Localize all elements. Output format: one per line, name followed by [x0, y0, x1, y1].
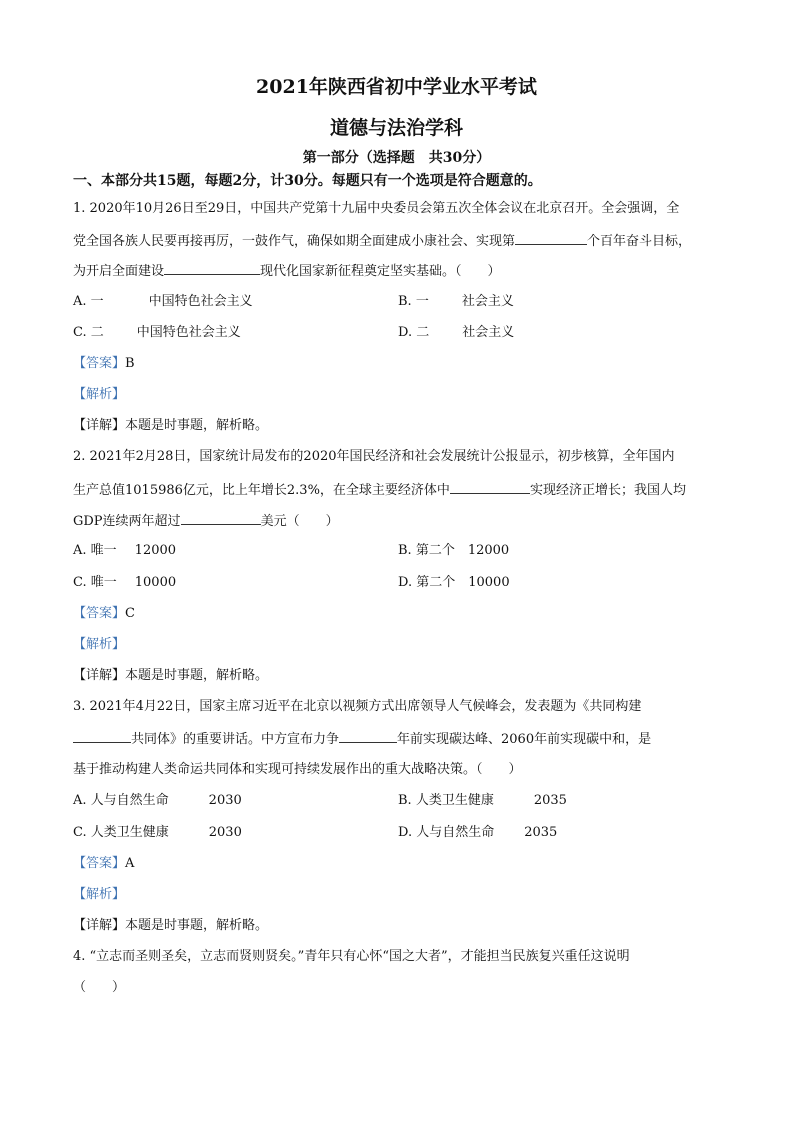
blank	[181, 511, 261, 525]
q3-line2: 共同体》的重要讲话。中方宣布力争 年前实现碳达峰、2060年前实现碳中和，是	[73, 729, 651, 749]
q1-analysis-label: 【解析】	[73, 387, 126, 402]
q3-option-c: C. 人类卫生健康 2030	[73, 825, 242, 840]
section-instructions: 一、本部分共15题，每题2分，计30分。每题只有一个选项是符合题意的。	[73, 173, 542, 189]
exam-subtitle: 道德与法治学科	[329, 117, 463, 139]
q1-text: 现代化国家新征程奠定坚实基础。（ ）	[260, 264, 501, 279]
q1-text: 个百年奋斗目标，	[587, 234, 692, 249]
q2-analysis-label: 【解析】	[73, 637, 126, 652]
blank	[73, 729, 131, 743]
exam-title: 2021年陕西省初中学业水平考试	[256, 76, 537, 98]
q1-option-a: A. 一 中国特色社会主义	[73, 294, 253, 309]
q2-option-c: C. 唯一 10000	[73, 575, 177, 590]
q1-option-b: B. 一 社会主义	[398, 294, 514, 309]
blank	[164, 261, 260, 275]
q3-analysis-label: 【解析】	[73, 887, 126, 902]
q1-detail: 【详解】本题是时事题，解析略。	[73, 418, 269, 433]
q3-option-d: D. 人与自然生命 2035	[398, 825, 558, 840]
q3-detail: 【详解】本题是时事题，解析略。	[73, 918, 269, 933]
q2-option-a: A. 唯一 12000	[73, 543, 177, 558]
q3-option-a: A. 人与自然生命 2030	[73, 793, 242, 808]
q2-line3: GDP连续两年超过 美元（ ）	[73, 511, 339, 531]
q4-line1: 4. “立志而圣则圣矣，立志而贤则贤矣。”青年只有心怀“国之大者”，才能担当民族复兴重任这说明	[73, 949, 630, 964]
q2-option-b: B. 第二个 12000	[398, 543, 510, 558]
part-heading: 第一部分（选择题 共30分）	[302, 150, 491, 166]
blank	[339, 729, 397, 743]
q3-option-b: B. 人类卫生健康 2035	[398, 793, 567, 808]
q2-line1: 2. 2021年2月28日，国家统计局发布的2020年国民经济和社会发展统计公报显示，初步核算，全年国内	[73, 449, 675, 464]
q2-option-d: D. 第二个 10000	[398, 575, 510, 590]
q3-answer: 【答案】A	[73, 856, 135, 871]
q1-answer: 【答案】B	[73, 356, 135, 371]
blank	[515, 231, 587, 245]
q4-line2: （ ）	[73, 980, 126, 995]
q3-line3: 基于推动构建人类命运共同体和实现可持续发展作出的重大战略决策。（ ）	[73, 762, 522, 777]
q2-answer: 【答案】C	[73, 606, 135, 621]
q1-text: 党全国各族人民要再接再厉，一鼓作气，确保如期全面建成小康社会、实现第	[73, 234, 516, 249]
q1-line2	[73, 231, 691, 251]
q1-line1: 1. 2020年10月26日至29日，中国共产党第十九届中央委员会第五次全体会议在北京召开。全会强调，全	[73, 201, 680, 216]
q2-line2: 生产总值1015986亿元，比上年增长2.3%，在全球主要经济体中 实现经济正增长；我国人均	[73, 480, 686, 500]
q3-line1: 3. 2021年4月22日，国家主席习近平在北京以视频方式出席领导人气候峰会，发表题为《共同构建	[73, 699, 642, 714]
q1-text: 为开启全面建设	[73, 264, 165, 279]
q1-option-c: C. 二 中国特色社会主义	[73, 325, 241, 340]
q1-option-d: D. 二 社会主义	[398, 325, 515, 340]
q1-line3	[73, 261, 501, 281]
blank	[450, 480, 530, 494]
q2-detail: 【详解】本题是时事题，解析略。	[73, 668, 269, 683]
